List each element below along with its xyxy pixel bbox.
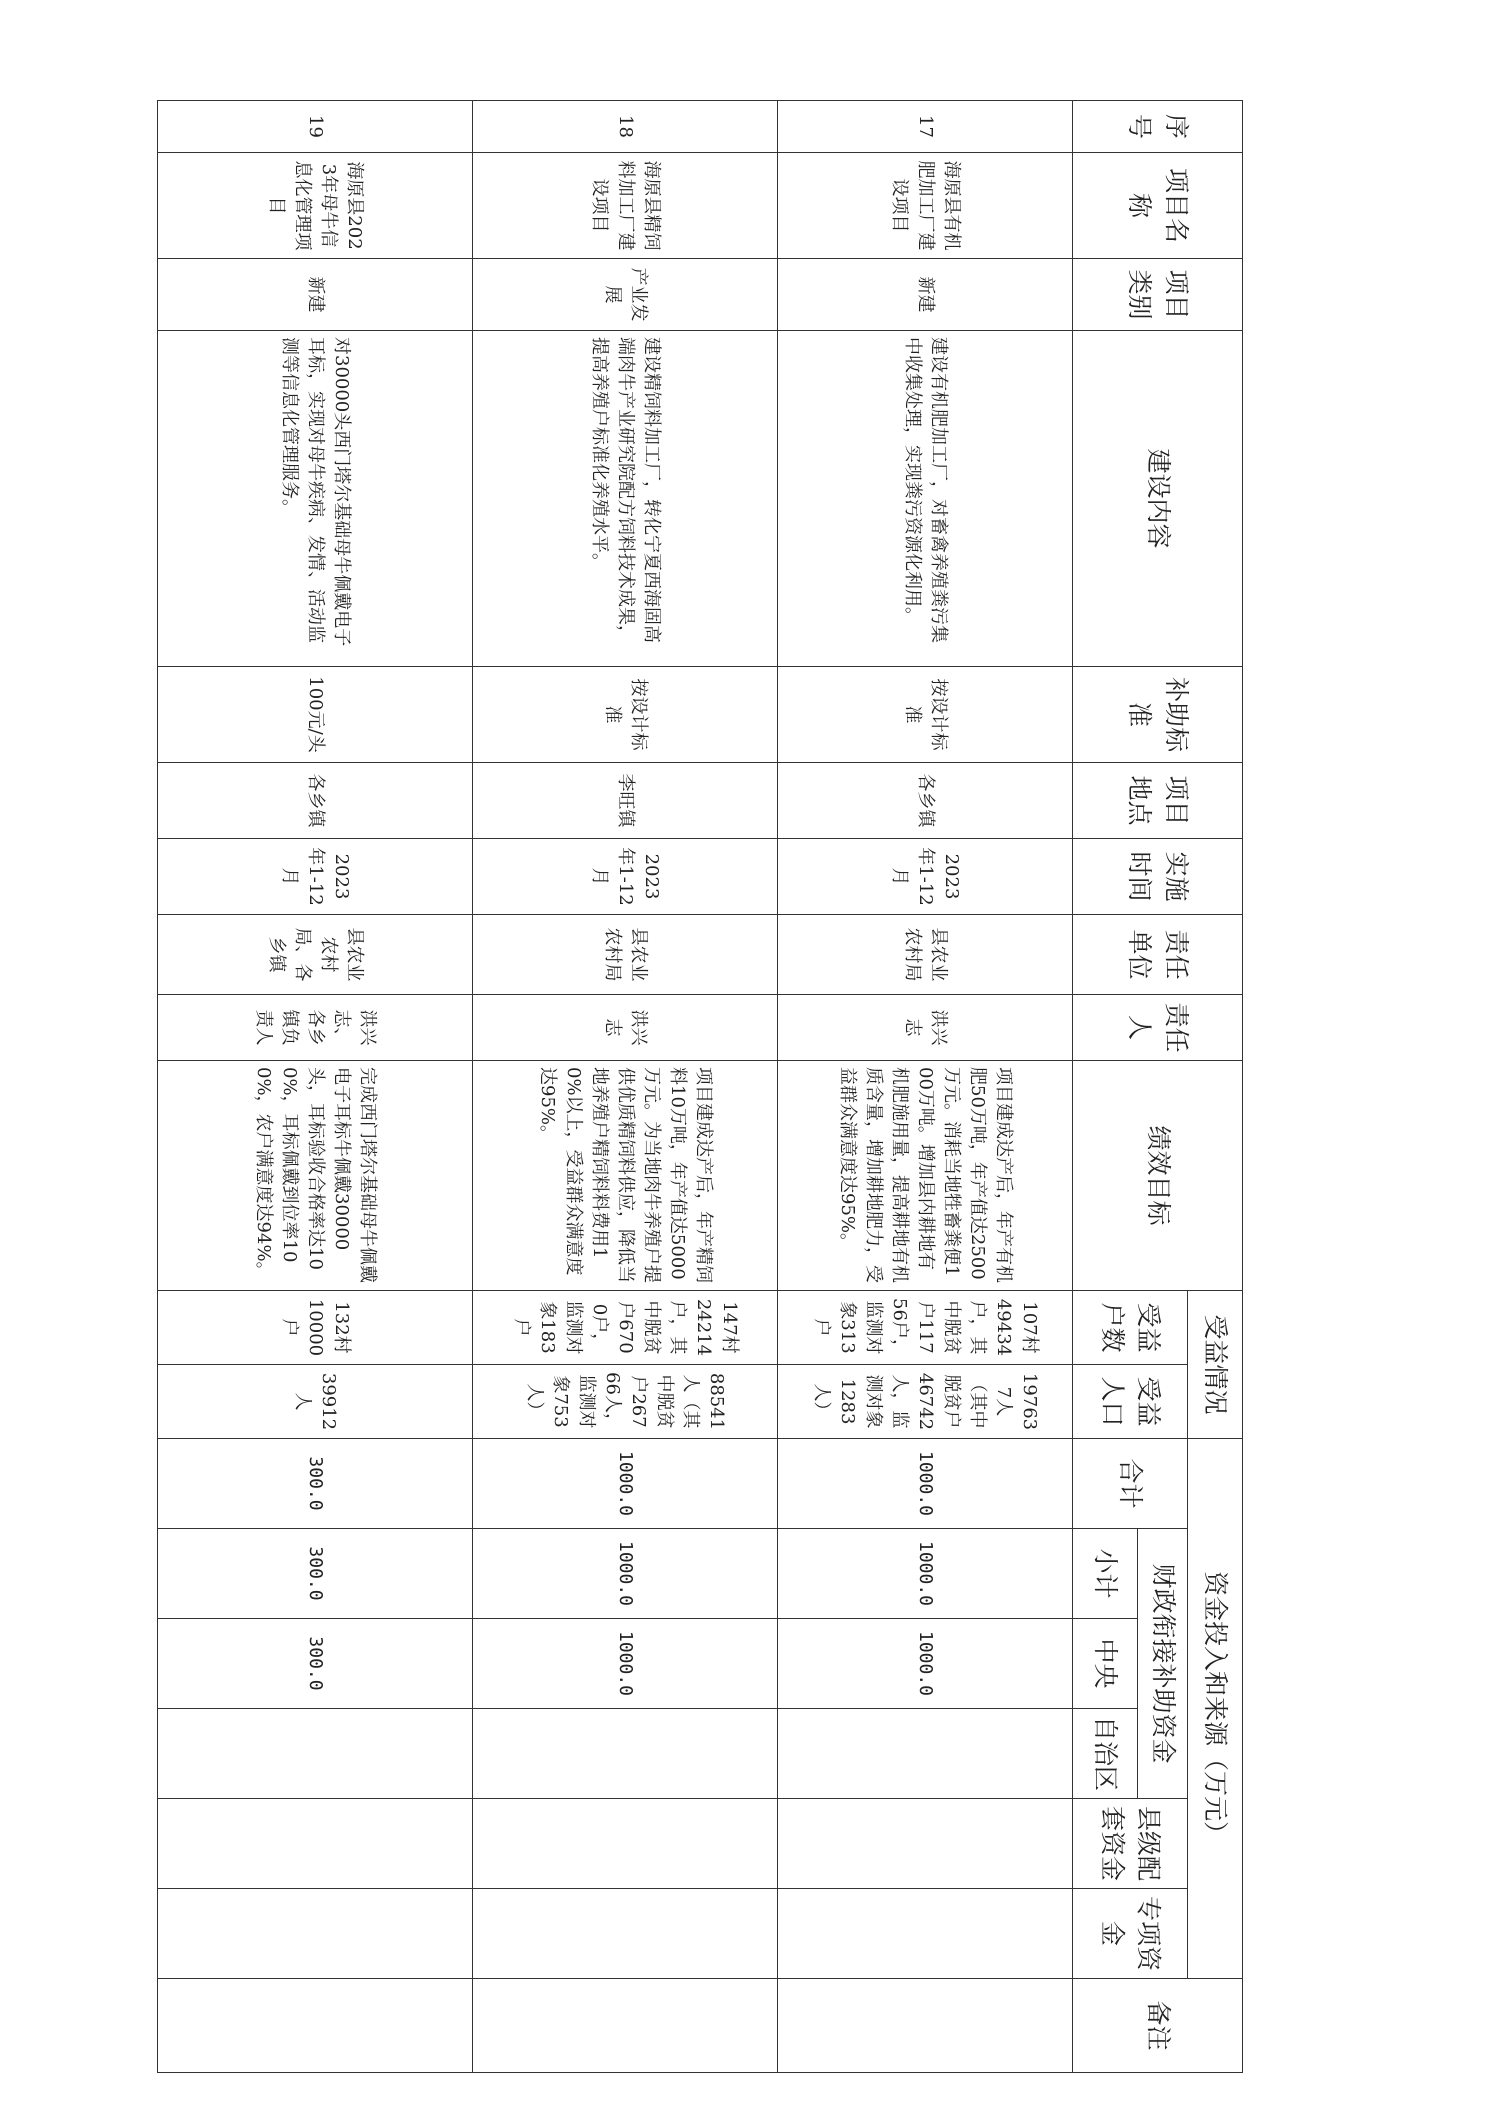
header-county: 县级配套资金: [1073, 1799, 1188, 1889]
header-type: 项目类别: [1073, 259, 1243, 331]
cell-time: 2023年1-12月: [473, 839, 778, 915]
cell-unit: 县农业农村局: [778, 915, 1073, 995]
cell-county: [158, 1799, 473, 1889]
cell-special: [158, 1889, 473, 1979]
cell-type: 新建: [778, 259, 1073, 331]
cell-population: 39912人: [158, 1365, 473, 1439]
cell-standard: 100元/头: [158, 667, 473, 763]
header-unit: 责任单位: [1073, 915, 1243, 995]
project-funding-table: [157, 100, 1243, 2073]
cell-goal: 项目建成达产后，年产有机肥50万吨，年产值达2500万元。消耗当地牲畜粪便100万吨。增加县内耕地有机肥施用量，提高耕地有机质含量，增加耕地肥力，受益群众满意度达95%。: [778, 1061, 1073, 1291]
header-funds: 资金投入和来源（万元）: [1188, 1439, 1243, 1979]
cell-name: 海原县精饲料加工厂建设项目: [473, 153, 778, 259]
cell-special: [473, 1889, 778, 1979]
cell-time: 2023年1-12月: [158, 839, 473, 915]
header-total: 合计: [1073, 1439, 1188, 1529]
rotated-table-page: [158, 100, 1243, 2072]
cell-note: [778, 1979, 1073, 2073]
cell-population: 88541人（其中脱贫户26766人，监测对象753人）: [473, 1365, 778, 1439]
header-note: 备注: [1073, 1979, 1243, 2073]
cell-households: 147村24214户，其中脱贫户6700户，监测对象183户: [473, 1291, 778, 1365]
cell-name: 海原县2023年母牛信息化管理项目: [158, 153, 473, 259]
header-region: 自治区: [1073, 1709, 1138, 1799]
cell-special: [778, 1889, 1073, 1979]
header-benefit-households: 受益户数: [1073, 1291, 1188, 1365]
header-name: 项目名称: [1073, 153, 1243, 259]
header-central: 中央: [1073, 1619, 1138, 1709]
cell-county: [473, 1799, 778, 1889]
header-benefit-population: 受益人口: [1073, 1365, 1188, 1439]
cell-region: [473, 1709, 778, 1799]
header-location: 项目地点: [1073, 763, 1243, 839]
header-fiscal: 财政衔接补助资金: [1138, 1529, 1188, 1799]
cell-central: 300.0: [158, 1619, 473, 1709]
cell-person: 洪兴志: [473, 995, 778, 1061]
header-special: 专项资金: [1073, 1889, 1188, 1979]
cell-location: 李旺镇: [473, 763, 778, 839]
header-time: 实施时间: [1073, 839, 1243, 915]
cell-households: 132村10000户: [158, 1291, 473, 1365]
header-seq: 序号: [1073, 101, 1243, 153]
cell-location: 各乡镇: [158, 763, 473, 839]
cell-central: 1000.0: [778, 1619, 1073, 1709]
cell-households: 107村49434户，其中脱贫户11756户，监测对象313户: [778, 1291, 1073, 1365]
table-row: [158, 101, 473, 2073]
cell-region: [778, 1709, 1073, 1799]
cell-content: 建设有机肥加工厂，对畜禽养殖粪污集中收集处理，实现粪污资源化利用。: [778, 331, 1073, 667]
cell-goal: 完成西门塔尔基础母牛佩戴电子耳标牛佩戴30000头，耳标验收合格率达100%，耳标佩戴到位率100%，农户满意度达94%。: [158, 1061, 473, 1291]
cell-central: 1000.0: [473, 1619, 778, 1709]
cell-goal: 项目建成达产后，年产精饲料10万吨，年产值达5000万元。为当地肉牛养殖户提供优质精饲料供应，降低当地养殖户精饲料料费用10%以上，受益群众满意度达95%。: [473, 1061, 778, 1291]
cell-note: [473, 1979, 778, 2073]
cell-county: [778, 1799, 1073, 1889]
cell-name: 海原县有机肥加工厂建设项目: [778, 153, 1073, 259]
cell-person: 洪兴志、各乡镇负责人: [158, 995, 473, 1061]
cell-total: 1000.0: [778, 1439, 1073, 1529]
cell-seq: 18: [473, 101, 778, 153]
header-standard: 补助标准: [1073, 667, 1243, 763]
cell-type: 新建: [158, 259, 473, 331]
cell-type: 产业发展: [473, 259, 778, 331]
cell-standard: 按设计标准: [473, 667, 778, 763]
cell-total: 1000.0: [473, 1439, 778, 1529]
cell-content: 对30000头西门塔尔基础母牛佩戴电子耳标，实现对母牛疾病、发情、活动监测等信息化管理服务。: [158, 331, 473, 667]
cell-content: 建设精饲料加工厂，转化宁夏西海固高端肉牛产业研究院配方饲料技术成果，提高养殖户标准化养殖水平。: [473, 331, 778, 667]
cell-population: 197637人（其中脱贫户46742人，监测对象1283人）: [778, 1365, 1073, 1439]
cell-subtotal: 1000.0: [778, 1529, 1073, 1619]
header-benefit: 受益情况: [1188, 1291, 1243, 1439]
cell-unit: 县农业农村局、各乡镇: [158, 915, 473, 995]
cell-seq: 17: [778, 101, 1073, 153]
table-row: [778, 101, 1073, 2073]
cell-standard: 按设计标准: [778, 667, 1073, 763]
cell-unit: 县农业农村局: [473, 915, 778, 995]
header-subtotal: 小计: [1073, 1529, 1138, 1619]
cell-seq: 19: [158, 101, 473, 153]
header-goal: 绩效目标: [1073, 1061, 1243, 1291]
cell-note: [158, 1979, 473, 2073]
cell-time: 2023年1-12月: [778, 839, 1073, 915]
cell-subtotal: 300.0: [158, 1529, 473, 1619]
header-person: 责任人: [1073, 995, 1243, 1061]
cell-location: 各乡镇: [778, 763, 1073, 839]
table-row: [473, 101, 778, 2073]
cell-total: 300.0: [158, 1439, 473, 1529]
cell-person: 洪兴志: [778, 995, 1073, 1061]
header-content: 建设内容: [1073, 331, 1243, 667]
cell-region: [158, 1709, 473, 1799]
cell-subtotal: 1000.0: [473, 1529, 778, 1619]
